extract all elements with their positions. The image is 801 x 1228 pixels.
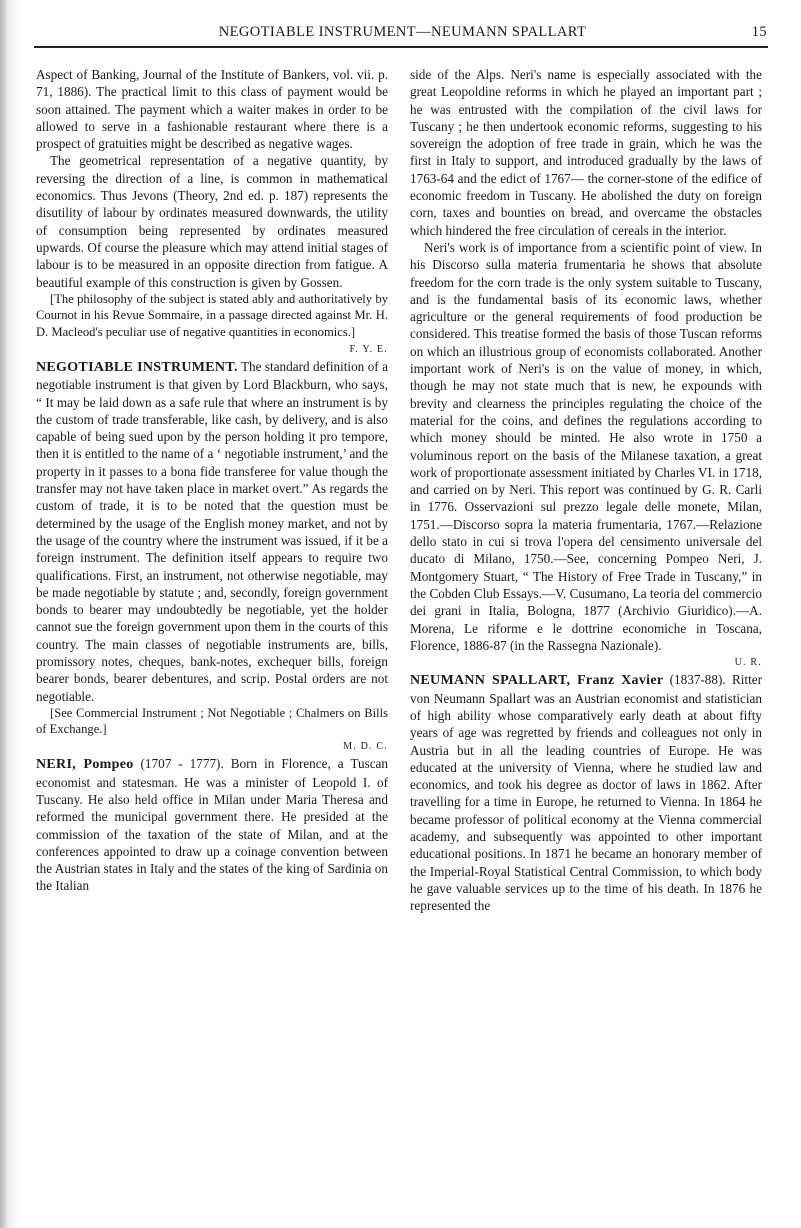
header-rule [34, 46, 768, 48]
entry-text: The standard definition of a negotiable instrument is that given by Lord Blackburn, who says, “ It may be laid down as a safe rule that where an instrument is by the custom of trade transferable, like cash, by delivery, and is also capable of being sued upon by the person holding it pro tempore, then it is entitled to the name of a ‘ negotiable instrument,’ and the property in it passes to a bona fide transferee for value though the transfer may not have taken place in market overt.” As regards the custom of trade, it is to be noted that the question must be determined by the usage of the English money market, and not by the usage of the country where the instrument was issued, if it be a foreign instrument. The definition itself appears to require two qualifications. First, an instrument, not otherwise negotiable, may be made negotiable by statute ; and, secondly, foreign government bonds to bearer may undoubtedly be negotiable, yet the holder cannot sue the foreign government upon them in the courts of this country. The main classes of negotiable instruments are, bills, promissory notes, cheques, bank-notes, exchequer bills, foreign bearer bonds, bearer debentures, and scrip. Postal orders are not negotiable. [36, 358, 388, 704]
running-head-title: NEGOTIABLE INSTRUMENT—NEUMANN SPALLART [218, 24, 587, 40]
entry-text: (1707 - 1777). Born in Florence, a Tuscan economist and statesman. He was a minister of Leopold I. of Tuscany. He also held office in Milan under Maria Theresa and reformed the municipal government there. He presided at the commission of the taxation of the state of Milan, and at the conferences appointed to draw up a coinage convention between the Austrian states in Italy and the states of the king of Sardinia on the Italian [36, 756, 389, 894]
author-signature: U. R. [734, 657, 762, 669]
entry-neri [36, 755, 388, 894]
paragraph: side of the Alps. Neri's name is especially associated with the great Leopoldine reforms in which he played an important part ; he was entrusted with the compilation of the civil laws for Tuscany ; he then undertook economic reforms, suggesting to his sovereign the adoption of free trade in grain, which he was the first in Italy to support, and introduced gradually by the laws of 1763-64 and the edict of 1767— the corner-stone of the edifice of economic freedom in Tuscany. He abolished the duty on foreign corn, taxes and bounties on bread, and overcame the obstacles which hindered the free circulation of cereals in the interior. [410, 67, 762, 238]
entry-neumann-spallart [410, 671, 762, 914]
paragraph: The geometrical representation of a negative quantity, by reversing the direction of a line, is common in mathematical economics. Thus Jevons (Theory, 2nd ed. p. 187) represents the disutility of labour by ordinates measured downwards, the utility of consumption being represented by ordinates measured upwards. Of course the pleasure which may attend initial stages of labour is to be measured in an opposite direction from fatigue. A beautiful example of this construction is given by Gossen. [36, 153, 388, 290]
running-head [34, 20, 771, 44]
entry-text: (1837-88). Ritter von Neumann Spallart was an Austrian economist and statistician of high ability whose comparatively early death at about fifty years of age was regretted by friends and colleagues not only in Austria but in all the leading countries of Europe. He was educated at the university of Vienna, where he studied law and economics, and took his degree as doctor of laws in 1862. After travelling for a time in Europe, he returned to Vienna. In 1864 he became professor of political economy at the Vienna commercial academy, and subsequently was appointed to other important educational positions. In 1871 he became an honorary member of the Imperial-Royal Statistical Central Commission, to which body he gave valuable services up to the time of his death. In 1876 he represented the [410, 672, 762, 914]
paragraph: Neri's work is of importance from a scientific point of view. In his Discorso sulla materia frumentaria he shows that absolute freedom for the corn trade is the only system suitable to Tuscany, and is the fundamental basis of its economic laws, whether agriculture or the general requirements of food production be considered. This treatise formed the basis of those Tuscan reforms on which an illustrious group of economists collaborated. Another important work of Neri's is on the value of money, in which, though he may not state much that is new, he expounds with brevity and clearness the principles regulating the choice of the material for the coins, and defines the regulations according to which money should be minted. He also wrote in 1750 a voluminous report on the basis of the Milanese taxation, a great work of proportionate assessment initiated by Charles VI. in 1718, and carried on by Neri. This report was continued by G. R. Carli in 1776. Osservazioni sul prezzo legale delle monete, Milan, 1751.—Discorso sopra la materia frumentaria, 1767.—Relazione dello stato in cui si trova l'opera del censimento universale del ducato di Milano, 1750.—See, concerning Pompeo Neri, J. Montgomery Stuart, “ The History of Free Trade in Tuscany,” in the Cobden Club Essays.—V. Cusumano, La teoria del commercio dei grani in Italia, Bologna, 1877 (Archivio Giuridico).—A. Morena, Le riforme e le dottrine economiche in Toscana, Florence, 1886-87 (in the Rassegna Nazionale). [410, 239, 762, 653]
paragraph: [See Commercial Instrument ; Not Negotiable ; Chalmers on Bills of Exchange.] [36, 705, 388, 737]
author-signature: F. Y. E. [349, 343, 388, 355]
left-column [36, 66, 388, 895]
headword: NEUMANN SPALLART, Franz Xavier [410, 673, 664, 689]
paragraph: Aspect of Banking, Journal of the Institute of Bankers, vol. vii. p. 71, 1886). The practical limit to this class of payment would be soon attained. The payment which a waiter makes in order to be allowed to serve in a fashionable restaurant where there is a prospect of gratuities might be described as negative wages. [36, 67, 388, 152]
headword: NERI, Pompeo [36, 757, 134, 773]
paragraph: [The philosophy of the subject is stated ably and authoritatively by Cournot in his Revue Sommaire, in a passage directed against Mr. H. D. Macleod's peculiar use of negative quantities in economics.] [36, 291, 388, 340]
author-signature: M. D. C. [343, 741, 388, 753]
right-column [410, 66, 762, 915]
entry-negotiable-instrument [36, 358, 388, 705]
page-edge-shadow [0, 0, 8, 1228]
headword: NEGOTIABLE INSTRUMENT. [36, 359, 238, 375]
page-number: 15 [751, 24, 767, 40]
